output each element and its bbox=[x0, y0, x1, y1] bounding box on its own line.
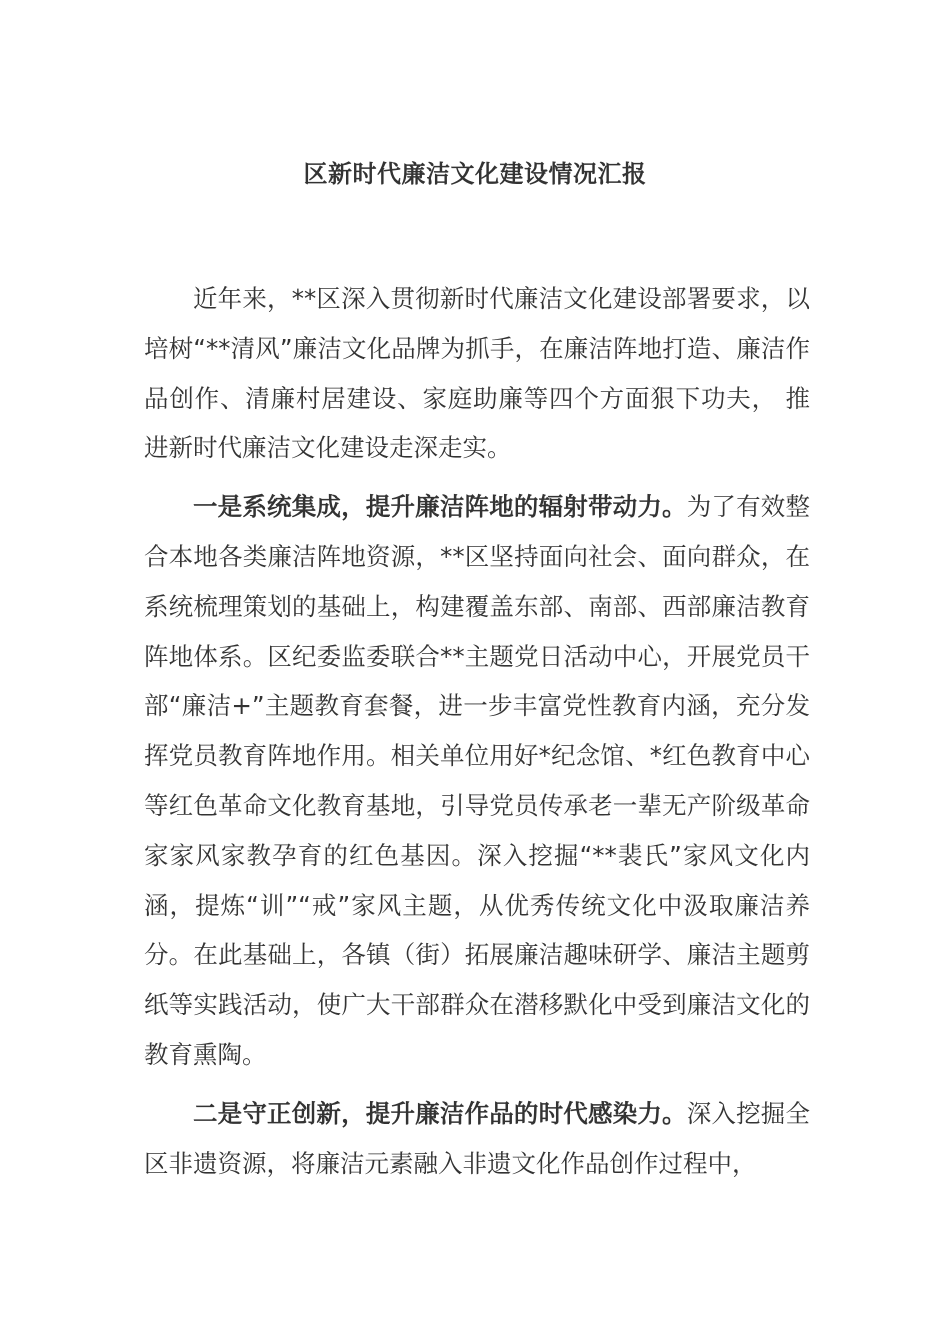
paragraph-lead: 一是系统集成，提升廉洁阵地的辐射带动力。 bbox=[193, 492, 687, 522]
paragraph-text: 深入挖掘全区非遗资源，将廉洁元素融入非遗文化作品创作过程中， bbox=[144, 1098, 810, 1178]
paragraph-text: 近年来，**区深入贯彻新时代廉洁文化建设部署要求，以培树“**清风”廉洁文化品牌为抓手，在廉洁阵地打造、廉洁作品创作、清廉村居建设、家庭助廉等四个方面狠下功夫， 推进新时代廉洁文化建设走深走实。 bbox=[144, 284, 810, 463]
document-title: 区新时代廉洁文化建设情况汇报 bbox=[303, 160, 647, 188]
paragraph-text: 为了有效整合本地各类廉洁阵地资源，**区坚持面向社会、面向群众，在系统梳理策划的基础上，构建覆盖东部、南部、西部廉洁教育阵地体系。区纪委监委联合**主题党日活动中心，开展党员干部“廉洁+”主题教育套餐，进一步丰富党性教育内涵，充分发挥党员教育阵地作用。相关单位用好*纪念馆、*红色教育中心等红色革命文化教育基地，引导党员传承老一辈无产阶级革命家家风家教孕育的红色基因。深入挖掘“**裴氏”家风文化内涵，提炼“训”“戒”家风主题，从优秀传统文化中汲取廉洁养分。在此基础上，各镇（街）拓展廉洁趣味研学、廉洁主题剪纸等实践活动，使广大干部群众在潜移默化中受到廉洁文化的教育熏陶。 bbox=[144, 492, 810, 1069]
paragraph-lead: 二是守正创新，提升廉洁作品的时代感染力。 bbox=[193, 1098, 687, 1128]
paragraph-point-one bbox=[144, 482, 810, 1080]
document-body bbox=[144, 274, 810, 1197]
paragraph-point-two bbox=[144, 1089, 810, 1189]
paragraph-intro bbox=[144, 274, 810, 473]
